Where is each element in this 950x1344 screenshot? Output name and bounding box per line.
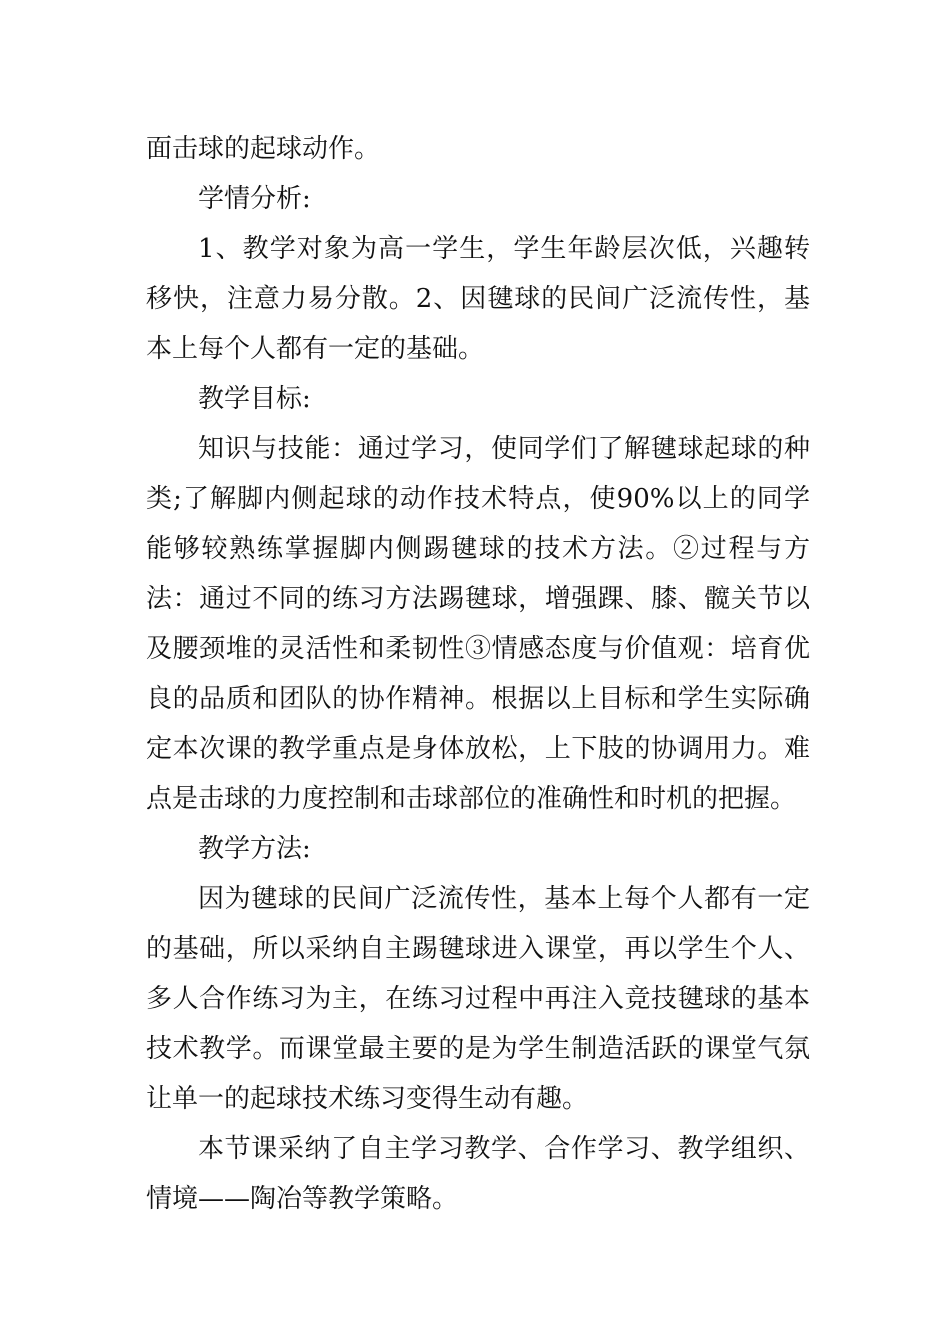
paragraph-teaching-strategies: 本节课采纳了自主学习教学、合作学习、教学组织、情境——陶冶等教学策略。	[146, 1134, 810, 1214]
paragraph-learner-analysis: 1、教学对象为高一学生，学生年龄层次低，兴趣转移快，注意力易分散。2、因毽球的民间广泛流传性，基本上每个人都有一定的基础。	[146, 234, 810, 364]
paragraph-teaching-methods: 因为毽球的民间广泛流传性，基本上每个人都有一定的基础，所以采纳自主踢毽球进入课堂，再以学生个人、多人合作练习为主，在练习过程中再注入竞技毽球的基本技术教学。而课堂最主要的是为学生制造活跃的课堂气氛让单一的起球技术练习变得生动有趣。	[146, 884, 810, 1114]
heading-teaching-goals: 教学目标:	[198, 384, 311, 414]
heading-learner-analysis: 学情分析:	[198, 184, 311, 214]
paragraph-teaching-goals: 知识与技能：通过学习，使同学们了解毽球起球的种类;了解脚内侧起球的动作技术特点，使90%以上的同学能够较熟练掌握脚内侧踢毽球的技术方法。②过程与方法：通过不同的练习方法踢毽球，增强踝、膝、髋关节以及腰颈堆的灵活性和柔韧性③情感态度与价值观：培育优良的品质和团队的协作精神。根据以上目标和学生实际确定本次课的教学重点是身体放松，上下肢的协调用力。难点是击球的力度控制和击球部位的准确性和时机的把握。	[146, 434, 810, 814]
document-page	[146, 124, 810, 1224]
paragraph-continuation: 面击球的起球动作。	[146, 134, 381, 164]
heading-teaching-methods: 教学方法:	[198, 834, 311, 864]
